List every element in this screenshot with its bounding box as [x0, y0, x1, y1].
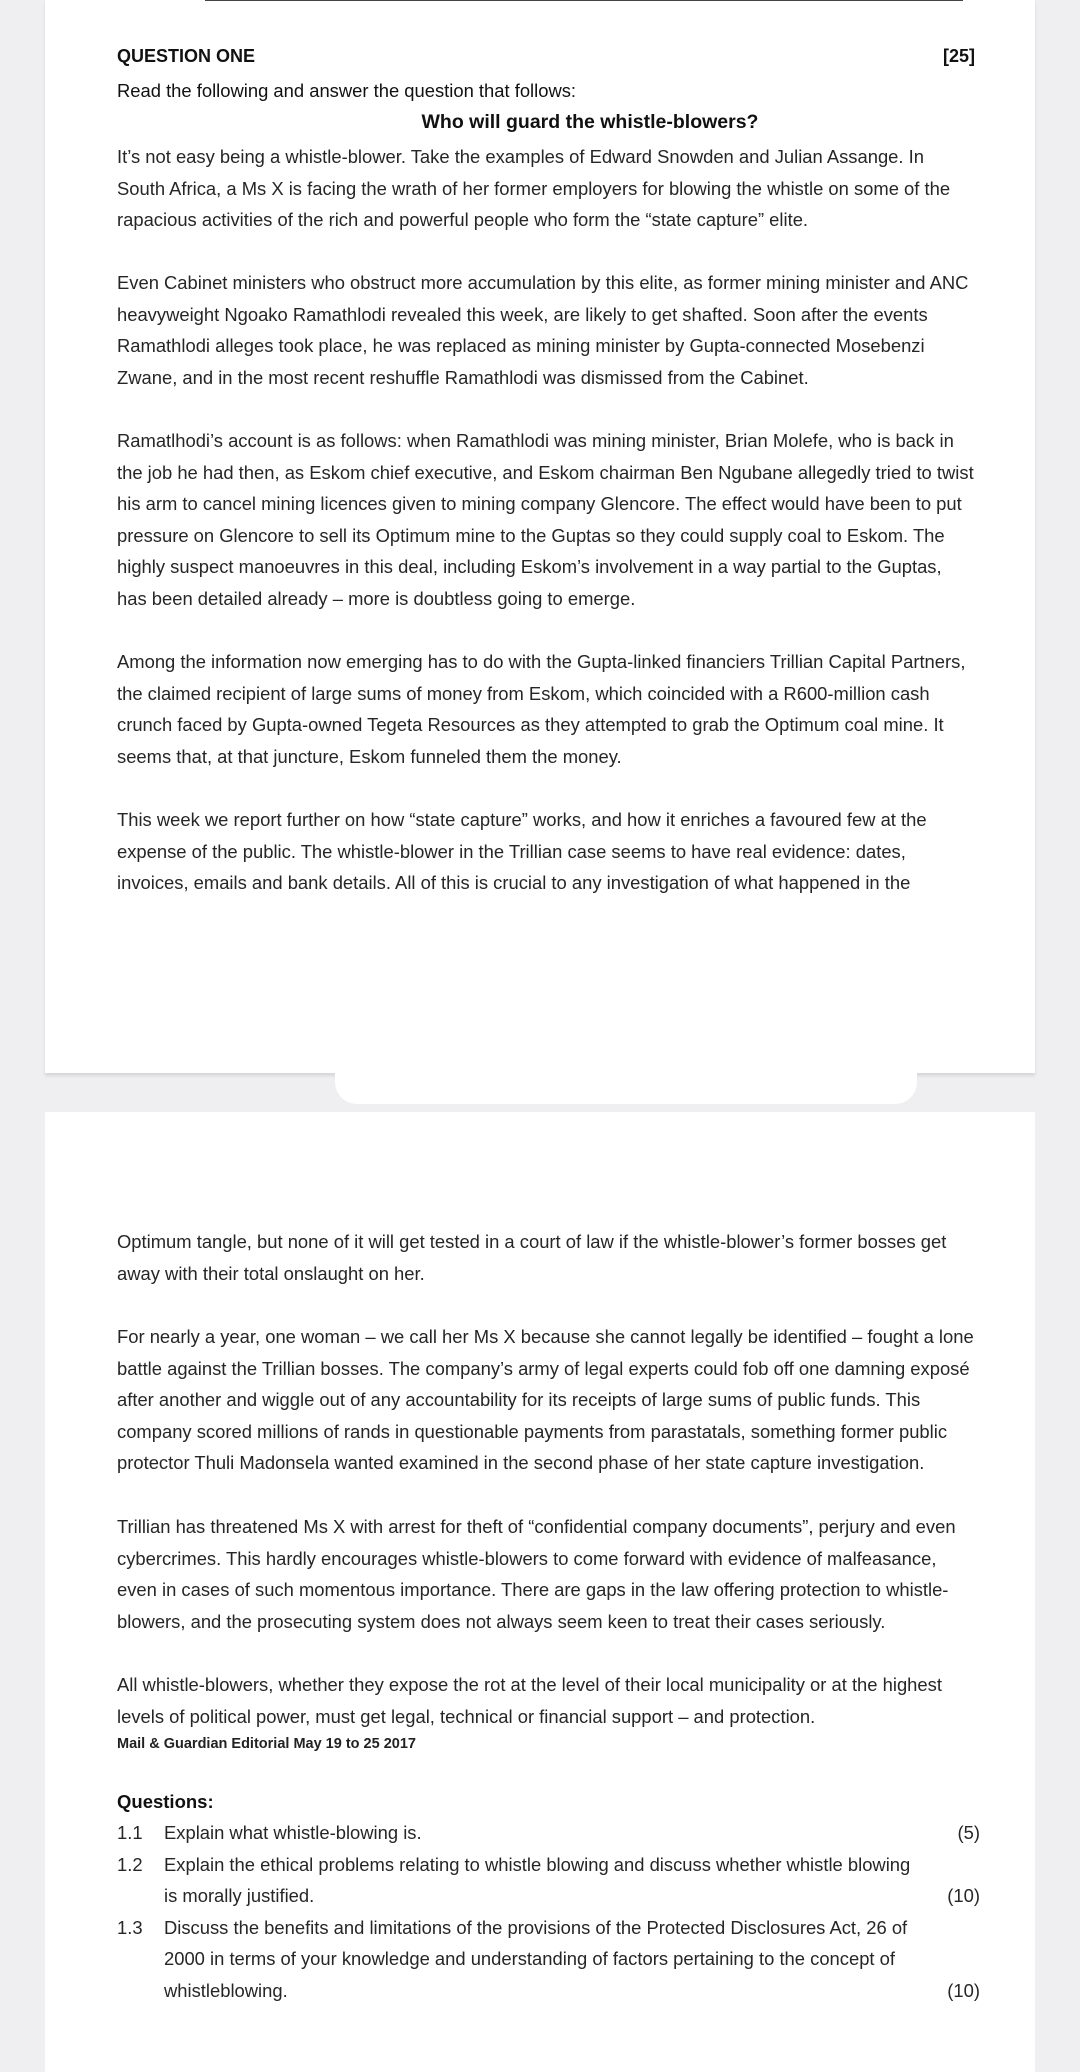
article-paragraph-4: Among the information now emerging has to do with the Gupta-linked financiers Trillian Capital Partners, the claimed recipient of large sums of money from Eskom, which coincided with a R600-million cash crunch faced by Gupta-owned Tegeta Resources as they attempted to grab the Optimum coal mine. It seems that, at that juncture, Eskom funneled them the money.: [117, 651, 966, 767]
question-text: Explain the ethical problems relating to whistle blowing and discuss whether whistle blowing is morally justified.: [164, 1853, 911, 1907]
article-paragraph-6: Optimum tangle, but none of it will get tested in a court of law if the whistle-blower’s former bosses get away with their total onslaught on her.: [117, 1231, 947, 1284]
question-number: 1.2: [117, 1853, 143, 1875]
document-page-1: [45, 0, 1035, 1073]
article-paragraph-9: All whistle-blowers, whether they expose the rot at the level of their local municipality or at the highest levels of political power, must get legal, technical or financial support – and protection.: [117, 1674, 942, 1727]
question-number: 1.1: [117, 1822, 143, 1843]
article-paragraph-3: Ramatlhodi’s account is as follows: when Ramathlodi was mining minister, Brian Molefe, who is back in the job he had then, as Eskom chief executive, and Eskom chairman Ben Ngubane allegedly tried to twist his arm to cancel mining licences given to mining company Glencore. The effect would have been to put pressure on Glencore to sell its Optimum mine to the Guptas so they could supply coal to Eskom. The highly suspect manoeuvres in this deal, including Eskom’s involvement in a way partial to the Guptas, has been detailed already – more is doubtless going to emerge.: [117, 430, 974, 609]
article-paragraph-1: It’s not easy being a whistle-blower. Take the examples of Edward Snowden and Julian Assange. In South Africa, a Ms X is facing the wrath of her former employers for blowing the whistle on some of the rapacious activities of the rich and powerful people who form the “state capture” elite.: [117, 146, 951, 231]
instruction-text: Read the following and answer the question that follows:: [117, 80, 577, 101]
document-page-2: [45, 1112, 1035, 2072]
question-item: [117, 1849, 980, 1912]
top-rule: [205, 0, 963, 1]
question-marks: (5): [957, 1822, 980, 1843]
questions-heading: Questions:: [117, 1791, 214, 1812]
article-paragraph-5: This week we report further on how “state capture” works, and how it enriches a favoured few at the expense of the public. The whistle-blower in the Trillian case seems to have real evidence: dates, invoices, emails and bank details. All of this is crucial to any investigation of what happened in the: [117, 809, 927, 894]
questions-list: [117, 1817, 980, 2007]
question-item: [117, 1817, 980, 1849]
question-text: Discuss the benefits and limitations of the provisions of the Protected Disclosures Act, 26 of 2000 in terms of your knowledge and understanding of factors pertaining to the concept of whistleblowing.: [164, 1916, 908, 2001]
article-credit: Mail & Guardian Editorial May 19 to 25 2017: [117, 1736, 416, 1752]
question-total-marks: [25]: [942, 46, 975, 66]
article-paragraph-8: Trillian has threatened Ms X with arrest for theft of “confidential company documents”, perjury and even cybercrimes. This hardly encourages whistle-blowers to come forward with evidence of malfeasance, even in cases of such momentous importance. There are gaps in the law offering protection to whistle-blowers, and the prosecuting system does not always seem keen to treat their cases seriously.: [117, 1516, 956, 1632]
question-number: 1.3: [117, 1916, 143, 1938]
question-item: [117, 1912, 980, 2007]
page-gap-artifact: [335, 1070, 917, 1104]
article-title: Who will guard the whistle-blowers?: [421, 111, 759, 133]
question-marks: (10): [947, 1979, 980, 2001]
question-text: Explain what whistle-blowing is.: [164, 1822, 422, 1843]
question-marks: (10): [947, 1885, 980, 1907]
article-paragraph-2: Even Cabinet ministers who obstruct more accumulation by this elite, as former mining minister and ANC heavyweight Ngoako Ramathlodi revealed this week, are likely to get shafted. Soon after the events Ramathlodi alleges took place, he was replaced as mining minister by Gupta-connected Mosebenzi Zwane, and in the most recent reshuffle Ramathlodi was dismissed from the Cabinet.: [117, 272, 969, 388]
question-header: [117, 46, 975, 67]
question-label: QUESTION ONE: [117, 46, 256, 66]
article-paragraph-7: For nearly a year, one woman – we call her Ms X because she cannot legally be identified – fought a lone battle against the Trillian bosses. The company’s army of legal experts could fob off one damning exposé after another and wiggle out of any accountability for its receipts of large sums of public funds. This company scored millions of rands in questionable payments from parastatals, something former public protector Thuli Madonsela wanted examined in the second phase of her state capture investigation.: [117, 1326, 974, 1474]
